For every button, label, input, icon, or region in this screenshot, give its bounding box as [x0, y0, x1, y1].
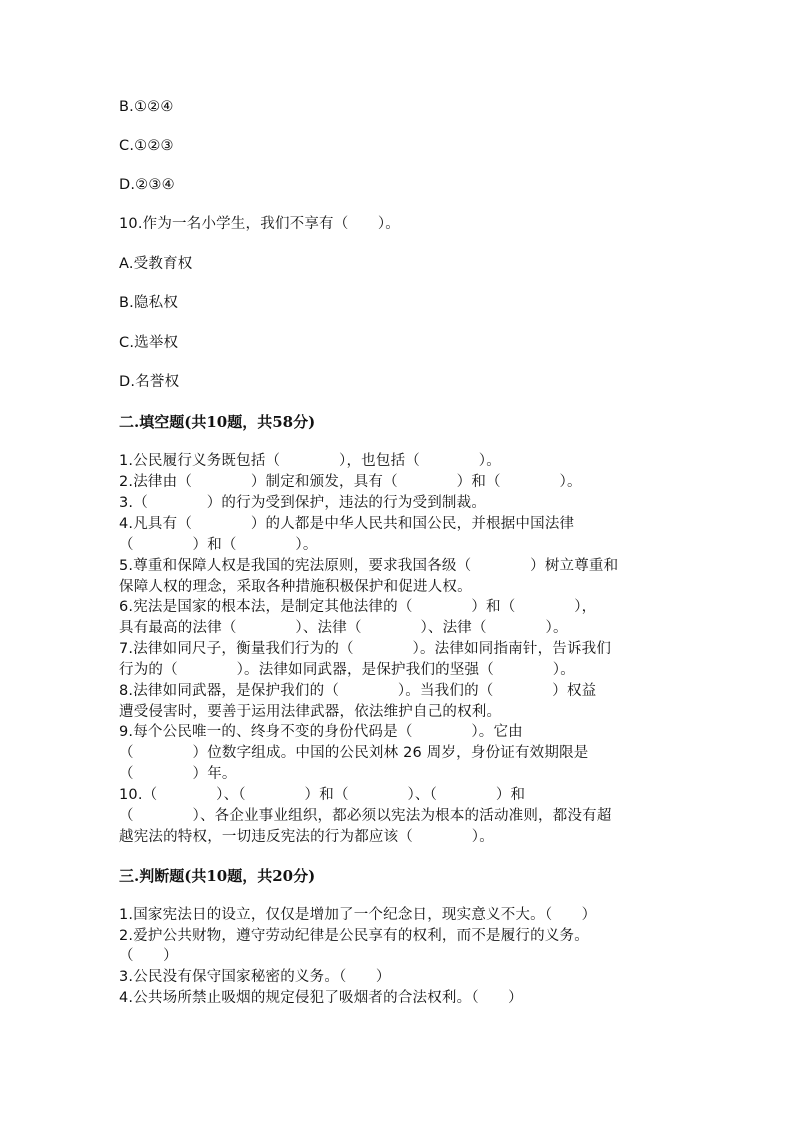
text-line: （ ）、各企业事业组织，都必须以宪法为根本的活动准则，都没有超 [119, 808, 612, 824]
text-line: 5.尊重和保障人权是我国的宪法原则，要求我国各级（ ）树立尊重和 [119, 558, 619, 574]
option-line: B.①②④ [119, 99, 174, 115]
option-line: C.①②③ [119, 138, 174, 154]
option-line: D.②③④ [119, 177, 175, 193]
text-line: 7.法律如同尺子，衡量我们行为的（ ）。法律如同指南针，告诉我们 [119, 641, 612, 657]
text-line: 4.公共场所禁止吸烟的规定侵犯了吸烟者的合法权利。（ ） [119, 990, 523, 1006]
text-line: 1.公民履行义务既包括（ ），也包括（ ）。 [119, 453, 501, 469]
text-line: 3.（ ）的行为受到保护，违法的行为受到制裁。 [119, 495, 487, 511]
text-line: 保障人权的理念，采取各种措施积极保护和促进人权。 [119, 579, 472, 595]
text-line: （ ）位数字组成。中国的公民刘林 26 周岁，身份证有效期限是 [119, 745, 589, 761]
text-line: 越宪法的特权，一切违反宪法的行为都应该（ ）。 [119, 829, 494, 845]
text-line: 1.国家宪法日的设立，仅仅是增加了一个纪念日，现实意义不大。（ ） [119, 907, 597, 923]
question-stem: 10.作为一名小学生，我们不享有（ ）。 [119, 216, 401, 232]
text-line: 2.爱护公共财物，遵守劳动纪律是公民享有的权利，而不是履行的义务。 [119, 928, 589, 944]
text-line: （ ）年。 [119, 766, 237, 782]
option-line: D.名誉权 [119, 374, 180, 390]
section-heading: 三.判断题(共10题，共20分) [119, 867, 316, 885]
option-line: B.隐私权 [119, 295, 179, 311]
option-line: A.受教育权 [119, 256, 193, 272]
text-line: 9.每个公民唯一的、终身不变的身份代码是（ ）。它由 [119, 724, 523, 740]
text-line: 8.法律如同武器，是保护我们的（ ）。当我们的（ ）权益 [119, 683, 597, 699]
text-line: （ ）和（ ）。 [119, 537, 318, 553]
text-line: 6.宪法是国家的根本法，是制定其他法律的（ ）和（ ）， [119, 599, 597, 615]
text-line: 3.公民没有保守国家秘密的义务。（ ） [119, 969, 391, 985]
option-line: C.选举权 [119, 335, 179, 351]
text-line: 10.（ ）、（ ）和（ ）、（ ）和 [119, 787, 526, 803]
text-line: 4.凡具有（ ）的人都是中华人民共和国公民，并根据中国法律 [119, 516, 575, 532]
text-line: 遭受侵害时，要善于运用法律武器，依法维护自己的权利。 [119, 704, 502, 720]
text-line: 具有最高的法律（ ）、法律（ ）、法律（ ）。 [119, 620, 568, 636]
text-line: （ ） [119, 948, 178, 964]
text-line: 2.法律由（ ）制定和颁发，具有（ ）和（ ）。 [119, 474, 582, 490]
section-heading: 二.填空题(共10题，共58分) [119, 413, 316, 431]
text-line: 行为的（ ）。法律如同武器，是保护我们的坚强（ ）。 [119, 662, 575, 678]
